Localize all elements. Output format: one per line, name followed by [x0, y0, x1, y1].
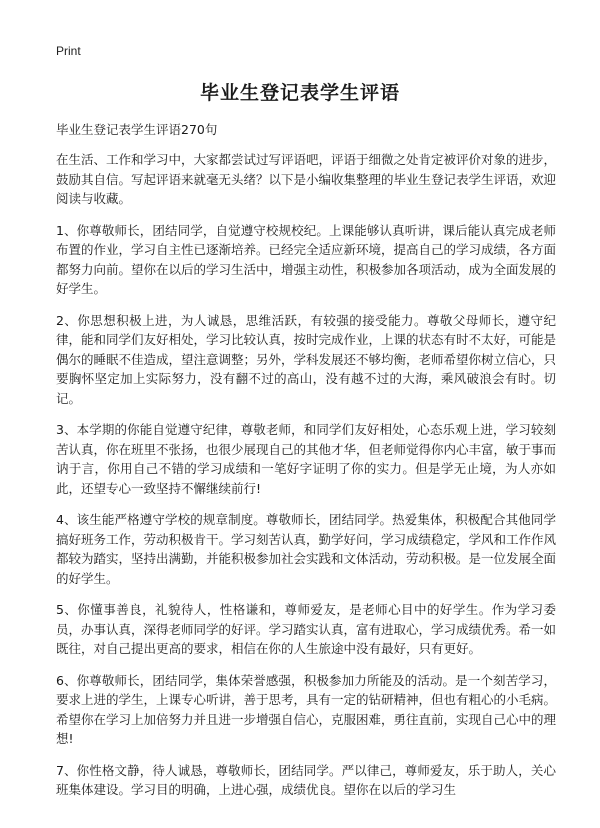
comment-paragraph-1: 1、你尊敬师长，团结同学，自觉遵守校规校纪。上课能够认真听讲，课后能认真完成老师布置的作业，学习自主性已逐渐培养。已经完全适应新环境，提高自己的学习成绩，各方面都努力向前。望你在以后的学习生活中，增强主动性，积极参加各项活动，成为全面发展的好学生。	[56, 222, 557, 296]
comment-paragraph-2: 2、你思想积极上进，为人诚恳，思维活跃，有较强的接受能力。尊敬父母师长，遵守纪律，能和同学们友好相处，学习比较认真，按时完成作业，上课的状态有时不太好，可能是偶尔的睡眠不佳造成，望注意调整；另外，学科发展还不够均衡，老师希望你树立信心，只要胸怀坚定加上实际努力，没有翻不过的高山，没有越不过的大海，乘风破浪会有时。切记。	[56, 312, 557, 406]
comment-paragraph-7: 7、你性格文静，待人诚恳，尊敬师长，团结同学。严以律己，尊师爱友，乐于助人，关心班集体建设。学习目的明确，上进心强，成绩优良。望你在以后的学习生	[56, 762, 556, 797]
comment-paragraph-6: 6、你尊敬师长，团结同学，集体荣誉感强，积极参加力所能及的活动。是一个刻苦学习，要求上进的学生，上课专心听讲，善于思考，具有一定的钻研精神，但也有粗心的小毛病。希望你在学习上加倍努力并且进一步增强自信心，克服困难，勇往直前，实现自己心中的理想!	[56, 672, 557, 746]
intro-paragraph: 在生活、工作和学习中，大家都尝试过写评语吧，评语于细微之处肯定被评价对象的进步，鼓励其自信。写起评语来就毫无头绪？以下是小编收集整理的毕业生登记表学生评语，欢迎阅读与收藏。	[56, 152, 557, 206]
print-link[interactable]: Print	[56, 44, 81, 58]
comment-paragraph-3: 3、本学期的你能自觉遵守纪律，尊敬老师，和同学们友好相处，心态乐观上进，学习较刻苦认真，你在班里不张扬，也很少展现自己的其他才华，但老师觉得你内心丰富，敏于事而讷于言，你用自己不错的学习成绩和一笔好字证明了你的实力。但是学无止境，为人亦如此，还望专心一致坚持不懈继续前行!	[56, 422, 557, 496]
document-body	[56, 120, 556, 812]
page-title: 毕业生登记表学生评语	[199, 82, 400, 104]
comment-paragraph-5: 5、你懂事善良，礼貌待人，性格谦和，尊师爱友，是老师心目中的好学生。作为学习委员，办事认真，深得老师同学的好评。学习踏实认真，富有进取心，学习成绩优秀。希一如既往，对自己提出更高的要求，相信在你的人生旅途中没有最好，只有更好。	[56, 602, 557, 656]
document-subtitle: 毕业生登记表学生评语270句	[56, 122, 218, 137]
comment-paragraph-4: 4、该生能严格遵守学校的规章制度。尊敬师长，团结同学。热爱集体，积极配合其他同学搞好班务工作，劳动积极肯干。学习刻苦认真，勤学好问，学习成绩稳定，学风和工作作风都较为踏实，坚持出满勤，并能积极参加社会实践和文体活动，劳动积极。是一位发展全面的好学生。	[56, 512, 557, 586]
